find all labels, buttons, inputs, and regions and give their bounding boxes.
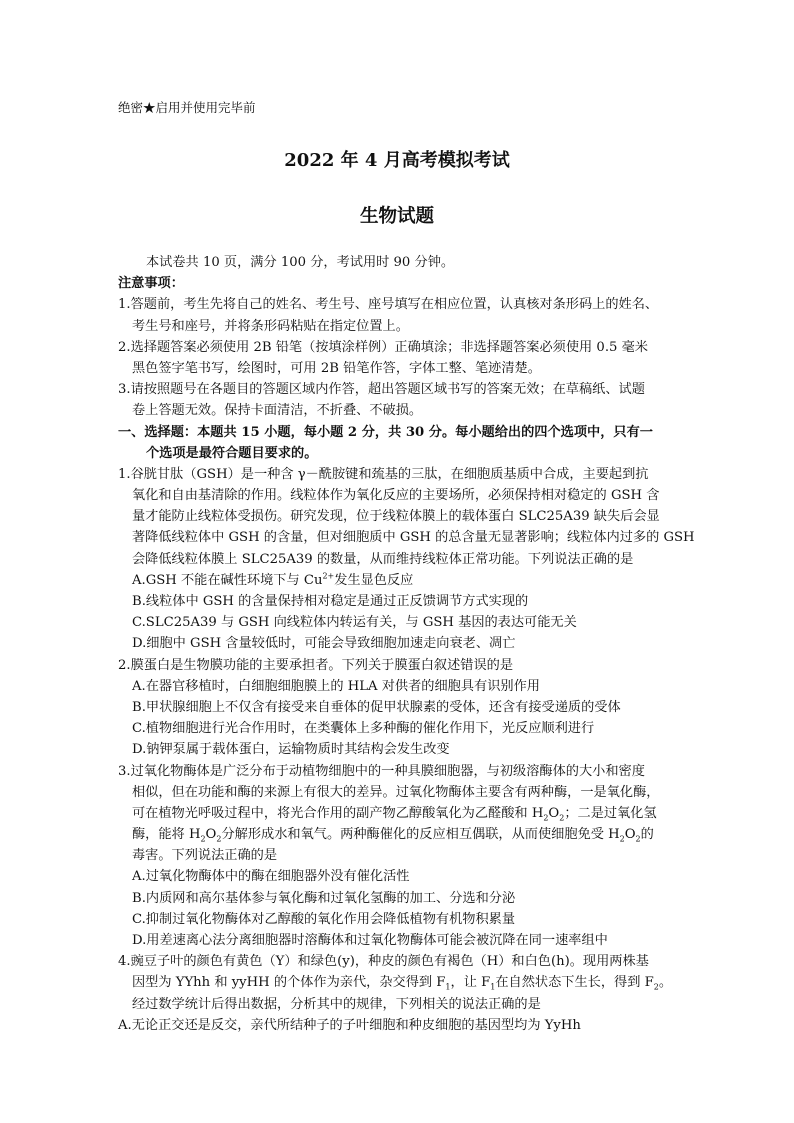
q4-stem-line-3: 经过数学统计后得出数据，分析其中的规律，下列相关的说法正确的是 <box>132 996 541 1012</box>
intro-text: 本试卷共 10 页，满分 100 分，考试用时 90 分钟。 <box>146 255 455 270</box>
note-3-line-1: 3.请按照题号在各题目的答题区域内作答，超出答题区域书写的答案无效；在草稿纸、试题 <box>118 382 645 398</box>
q3-stem-line-5: 毒害。下列说法正确的是 <box>132 848 278 864</box>
q1-stem-line-2: 氧化和自由基清除的作用。线粒体作为氧化反应的主要场所，必须保持相对稳定的 GSH 含 <box>132 488 660 504</box>
exam-body <box>118 252 695 1036</box>
q2-option-a: A.在器官移植时，白细胞细胞膜上的 HLA 对供者的细胞具有识别作用 <box>132 678 540 694</box>
q4-option-a: A.无论正交还是反交，亲代所结种子的子叶细胞和种皮细胞的基因型均为 YyHh <box>118 1017 581 1033</box>
q1-option-b: B.线粒体中 GSH 的含量保持相对稳定是通过正反馈调节方式实现的 <box>132 594 529 609</box>
note-2-line-2: 黑色签字笔书写，绘图时，可用 2B 铅笔作答，字体工整、笔迹清楚。 <box>132 360 541 376</box>
q3-option-b: B.内质网和高尔基体参与氧化酶和过氧化氢酶的加工、分选和分泌 <box>132 890 516 906</box>
exam-title: 2022 年 4 月高考模拟考试 <box>284 150 510 171</box>
section-heading-line-2: 个选项是最符合题目要求的。 <box>146 445 318 461</box>
section-heading-line-1: 一、选择题：本题共 15 小题，每小题 2 分，共 30 分。每小题给出的四个选项中，只有一 <box>118 424 653 440</box>
q2-option-d: D.钠钾泵属于载体蛋白，运输物质时其结构会发生改变 <box>132 742 450 758</box>
q2-stem: 2.膜蛋白是生物膜功能的主要承担者。下列关于膜蛋白叙述错误的是 <box>118 657 514 673</box>
q1-stem-line-1: 1.谷胱甘肽（GSH）是一种含 γ－酰胺键和巯基的三肽，在细胞质基质中合成，主要起到抗 <box>118 466 649 482</box>
note-1-line-1: 1.答题前，考生先将自己的姓名、考生号、座号填写在相应位置，认真核对条形码上的姓名、 <box>118 297 659 313</box>
q3-stem-line-4: 酶，能将 $H_2O_2$分解形成水和氧气。两种酶催化的反应相互偶联，从而使细胞免受 $H_2O_2$的 <box>132 827 654 844</box>
q1-option-d: D.细胞中 GSH 含量较低时，可能会导致细胞加速走向衰老、凋亡 <box>132 636 516 652</box>
notes-title: 注意事项： <box>118 276 184 292</box>
q4-stem-line-1: 4.豌豆子叶的颜色有黄色（Y）和绿色(y)，种皮的颜色有褐色（H）和白色(h)。现用两株基 <box>118 954 649 970</box>
note-3-line-2: 卷上答题无效。保持卡面清洁，不折叠、不破损。 <box>132 403 423 419</box>
q3-stem-line-2: 相似，但在功能和酶的来源上有很大的差异。过氧化物酶体主要含有两种酶，一是氧化酶， <box>132 784 660 800</box>
subject-title: 生物试题 <box>359 206 434 227</box>
note-1-line-2: 考生号和座号，并将条形码粘贴在指定位置上。 <box>132 318 409 334</box>
q1-option-c: C.SLC25A39 与 GSH 向线粒体内转运有关，与 GSH 基因的表达可能无关 <box>132 615 577 631</box>
q3-option-d: D.用差速离心法分离细胞器时溶酶体和过氧化物酶体可能会被沉降在同一速率组中 <box>132 933 608 948</box>
q3-option-a: A.过氧化物酶体中的酶在细胞器外没有催化活性 <box>132 869 410 885</box>
q1-option-a: A.GSH 不能在碱性环境下与 $Cu^{2+}$发生显色反应 <box>132 571 414 588</box>
q1-stem-line-3: 量才能防止线粒体受损伤。研究发现，位于线粒体膜上的载体蛋白 SLC25A39 缺失后会显 <box>132 509 660 525</box>
q2-option-c: C.植物细胞进行光合作用时，在类囊体上多种酶的催化作用下，光反应顺利进行 <box>132 721 595 737</box>
q1-stem-line-5: 会降低线粒体膜上 SLC25A39 的数量，从而维持线粒体正常功能。下列说法正确的是 <box>132 551 634 567</box>
q3-option-c: C.抑制过氧化物酶体对乙醇酸的氧化作用会降低植物有机物积累量 <box>132 911 516 927</box>
confidential-label: 绝密★启用并使用完毕前 <box>118 100 256 115</box>
note-2-line-1: 2.选择题答案必须使用 2B 铅笔（按填涂样例）正确填涂；非选择题答案必须使用 0.5 毫米 <box>118 339 648 355</box>
q1-stem-line-4: 著降低线粒体中 GSH 的含量，但对细胞质中 GSH 的总含量无显著影响；线粒体内过多的 GSH <box>132 530 695 546</box>
q3-stem-line-1: 3.过氧化物酶体是广泛分布于动植物细胞中的一种具膜细胞器，与初级溶酶体的大小和密度 <box>118 763 645 779</box>
q3-stem-line-3: 可在植物光呼吸过程中，将光合作用的副产物乙醇酸氧化为乙醛酸和 $H_2O_2$；二是过氧化氢 <box>132 805 657 823</box>
q4-stem-line-2: 因型为 YYhh 和 yyHH 的个体作为亲代，杂交得到 $F_1$，让 $F_1$在自然状态下生长，得到 $F_2$。 <box>132 975 673 993</box>
q2-option-b: B.甲状腺细胞上不仅含有接受来自垂体的促甲状腺素的受体，还含有接受递质的受体 <box>132 699 621 715</box>
